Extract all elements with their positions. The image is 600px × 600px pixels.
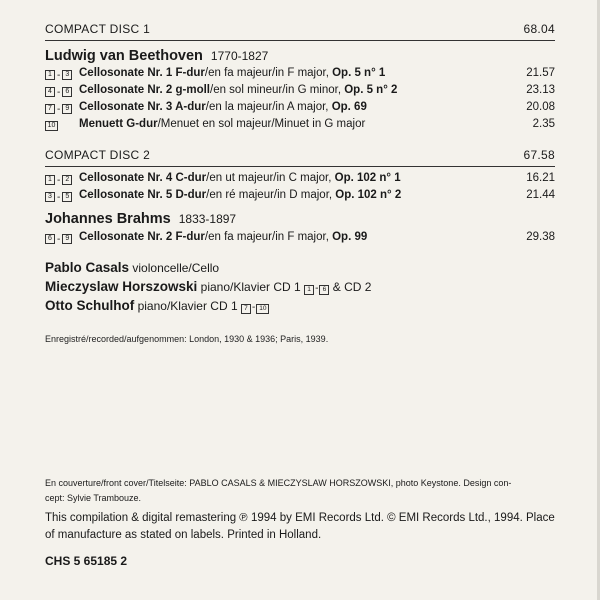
- track-opus: Op. 5 n° 1: [332, 67, 386, 79]
- track-subtitle: /en sol mineur/in G minor,: [210, 84, 345, 96]
- track-subtitle: /en ut majeur/in C major,: [206, 172, 335, 184]
- track-duration: 20.08: [526, 101, 555, 113]
- track-title: Cellosonate Nr. 1 F-dur: [79, 67, 205, 79]
- track-number: 4: [45, 87, 55, 97]
- track-row: 4 - 6 Cellosonate Nr. 2 g-moll/en sol mineur/in G minor, Op. 5 n° 2 23.13: [45, 84, 555, 98]
- track-number: 6: [319, 285, 329, 295]
- composer-brahms: [45, 211, 236, 227]
- track-title: Menuett G-dur: [79, 118, 158, 130]
- track-opus: Op. 102 n° 1: [334, 172, 401, 184]
- track-number: 2: [62, 175, 72, 185]
- track-opus: Op. 102 n° 2: [335, 189, 402, 201]
- catalog-number: CHS 5 65185 2: [45, 554, 128, 568]
- track-number: 1: [304, 285, 314, 295]
- recording-info: Enregistré/recorded/aufgenommen: London, 1930 & 1936; Paris, 1939.: [45, 334, 329, 344]
- copyright-line: This compilation & digital remastering ℗ 1994 by EMI Records Ltd. © EMI Records Ltd., 1994. Place: [45, 512, 555, 524]
- track-duration: 2.35: [532, 118, 555, 130]
- disc1-total: 68.04: [523, 22, 555, 36]
- performer-role: violoncelle/Cello: [132, 261, 220, 275]
- composer-name: Johannes Brahms: [45, 211, 171, 227]
- cover-credit: [45, 476, 560, 506]
- track-number: 10: [45, 121, 58, 131]
- track-opus: Op. 69: [331, 101, 367, 113]
- track-row: [45, 118, 555, 131]
- performer-name: Pablo Casals: [45, 260, 130, 275]
- track-row: 1 - 3 Cellosonate Nr. 1 F-dur/en fa majeur/in F major, Op. 5 n° 1 21.57: [45, 67, 555, 81]
- track-opus: Op. 99: [332, 231, 368, 243]
- track-subtitle: /en fa majeur/in F major,: [204, 67, 333, 79]
- performer-role: piano/Klavier CD 1: [200, 280, 301, 294]
- composer-beethoven: [45, 48, 268, 64]
- track-opus: Op. 5 n° 2: [344, 84, 398, 96]
- performer-name: Otto Schulhof: [45, 298, 135, 313]
- track-number: 3: [62, 70, 72, 80]
- disc1-label: COMPACT DISC 1: [45, 22, 151, 36]
- track-row: 1 - 2 Cellosonate Nr. 4 C-dur/en ut majeur/in C major, Op. 102 n° 1 16.21: [45, 172, 555, 186]
- track-title: Cellosonate Nr. 5 D-dur: [79, 189, 207, 201]
- track-number: 3: [45, 192, 55, 202]
- track-title: Cellosonate Nr. 3 A-dur: [79, 101, 206, 113]
- disc2-label: COMPACT DISC 2: [45, 148, 151, 162]
- track-title: Cellosonate Nr. 4 C-dur: [79, 172, 207, 184]
- track-subtitle: /en fa majeur/in F major,: [204, 231, 333, 243]
- track-number: 7: [45, 104, 55, 114]
- performer-line: Otto Schulhof piano/Klavier CD 1 7 - 10: [45, 298, 269, 314]
- track-subtitle: /en ré majeur/in D major,: [206, 189, 336, 201]
- track-row: 7 - 9 Cellosonate Nr. 3 A-dur/en la majeur/in A major, Op. 69 20.08: [45, 101, 555, 115]
- track-title: Cellosonate Nr. 2 F-dur: [79, 231, 205, 243]
- track-number: 6: [45, 234, 55, 244]
- performer-extra: & CD 2: [332, 280, 372, 294]
- track-duration: 21.44: [526, 189, 555, 201]
- track-number: 9: [62, 104, 72, 114]
- track-number: 6: [62, 87, 72, 97]
- cover-credit-line: En couverture/front cover/Titelseite: PABLO CASALS & MIECZYSLAW HORSZOWSKI, photo Keystone. Design con-: [45, 478, 512, 488]
- performer-line: Mieczyslaw Horszowski piano/Klavier CD 1 1 - 6 & CD 2: [45, 279, 372, 294]
- track-subtitle: /Menuet en sol majeur/Minuet in G major: [157, 118, 366, 130]
- track-number: 1: [45, 70, 55, 80]
- performer-line: [45, 260, 219, 275]
- track-number: 5: [62, 192, 72, 202]
- performer-name: Mieczyslaw Horszowski: [45, 279, 198, 294]
- track-number: 10: [256, 304, 269, 314]
- copyright-line: of manufacture as stated on labels. Printed in Holland.: [45, 529, 322, 541]
- track-duration: 21.57: [526, 67, 555, 79]
- disc2-total: 67.58: [523, 148, 555, 162]
- track-number: 9: [62, 234, 72, 244]
- composer-years: 1833-1897: [178, 212, 237, 226]
- divider: [45, 166, 555, 167]
- track-duration: 16.21: [526, 172, 555, 184]
- track-row: 3 - 5 Cellosonate Nr. 5 D-dur/en ré majeur/in D major, Op. 102 n° 2 21.44: [45, 189, 555, 203]
- cover-credit-line: cept: Sylvie Trambouze.: [45, 493, 142, 503]
- track-title: Cellosonate Nr. 2 g-moll: [79, 84, 210, 96]
- track-number: 1: [45, 175, 55, 185]
- disc2-header: [45, 148, 555, 162]
- composer-years: 1770-1827: [210, 49, 269, 63]
- composer-name: Ludwig van Beethoven: [45, 48, 203, 64]
- copyright-notice: [45, 510, 565, 544]
- track-subtitle: /en la majeur/in A major,: [205, 101, 332, 113]
- track-number: 7: [241, 304, 251, 314]
- divider: [45, 40, 555, 41]
- track-row: 6 - 9 Cellosonate Nr. 2 F-dur/en fa majeur/in F major, Op. 99 29.38: [45, 231, 555, 245]
- track-duration: 23.13: [526, 84, 555, 96]
- track-duration: 29.38: [526, 231, 555, 243]
- disc1-header: [45, 22, 555, 36]
- performer-role: piano/Klavier CD 1: [137, 299, 238, 313]
